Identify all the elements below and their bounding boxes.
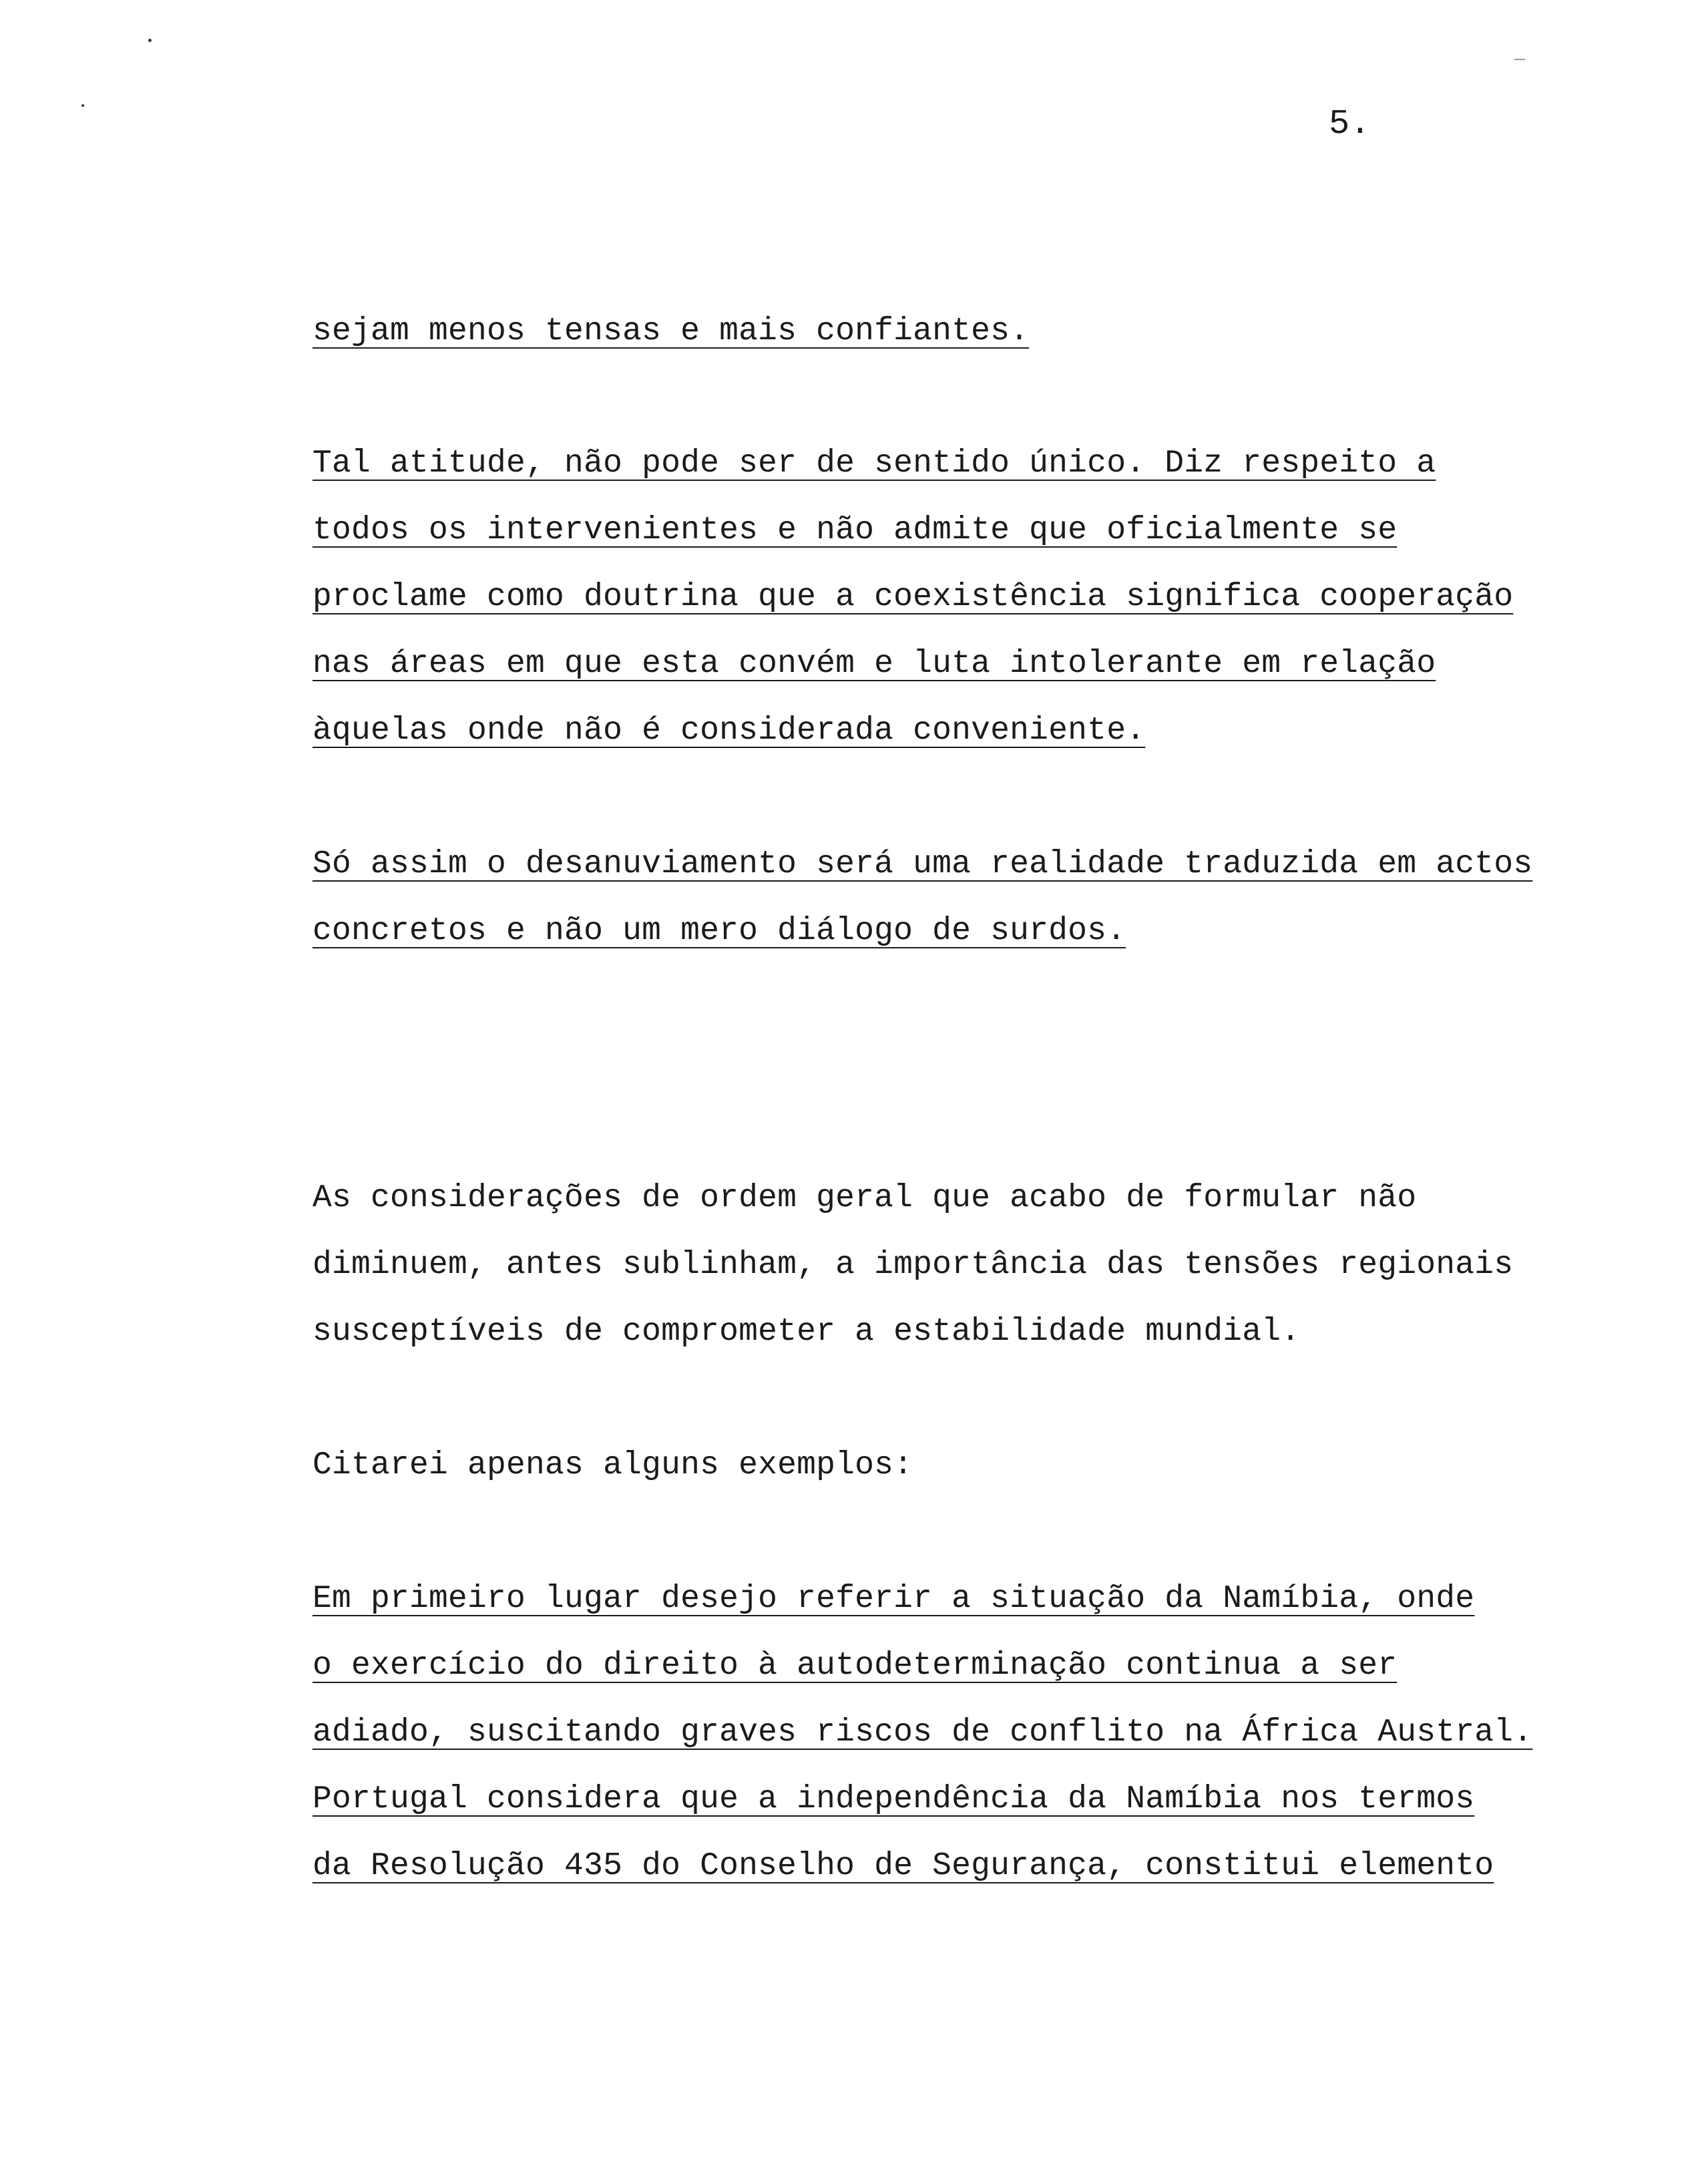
scan-speck [81, 104, 84, 107]
text-line: susceptíveis de comprometer a estabilidade mundial. [312, 1314, 1301, 1350]
text-line: sejam menos tensas e mais confiantes. [312, 313, 1030, 349]
scan-speck [148, 39, 152, 42]
page-number: 5. [1329, 104, 1371, 144]
text-line: todos os intervenientes e não admite que oficialmente se [312, 512, 1398, 548]
text-line: proclame como doutrina que a coexistência significa cooperação [312, 579, 1514, 615]
text-line: Tal atitude, não pode ser de sentido único. Diz respeito a [312, 445, 1436, 482]
paragraph-5 [312, 1432, 1621, 1499]
text-line: o exercício do direito à autodeterminação continua a ser [312, 1648, 1398, 1684]
paragraph-1 [312, 298, 1621, 365]
text-line: Só assim o desanuviamento será uma realidade traduzida em actos [312, 846, 1533, 882]
text-line: àquelas onde não é considerada conveniente. [312, 713, 1146, 749]
text-line: da Resolução 435 do Conselho de Segurança, constitui elemento [312, 1848, 1494, 1884]
text-line: nas áreas em que esta convém e luta intolerante em relação [312, 646, 1436, 682]
text-line: Em primeiro lugar desejo referir a situação da Namíbia, onde [312, 1581, 1475, 1617]
text-line: diminuem, antes sublinham, a importância das tensões regionais [312, 1247, 1514, 1283]
paragraph-2 [312, 430, 1621, 764]
text-line: Portugal considera que a independência da Namíbia nos termos [312, 1781, 1475, 1817]
text-line: adiado, suscitando graves riscos de conflito na África Austral. [312, 1714, 1533, 1751]
text-line: As considerações de ordem geral que acabo de formular não [312, 1180, 1417, 1216]
paragraph-3 [312, 831, 1621, 964]
text-line: concretos e não um mero diálogo de surdos. [312, 913, 1126, 949]
paragraph-4 [312, 1165, 1621, 1365]
scan-mark [1514, 59, 1525, 60]
text-line: Citarei apenas alguns exemplos: [312, 1447, 913, 1483]
paragraph-6 [312, 1566, 1621, 1899]
